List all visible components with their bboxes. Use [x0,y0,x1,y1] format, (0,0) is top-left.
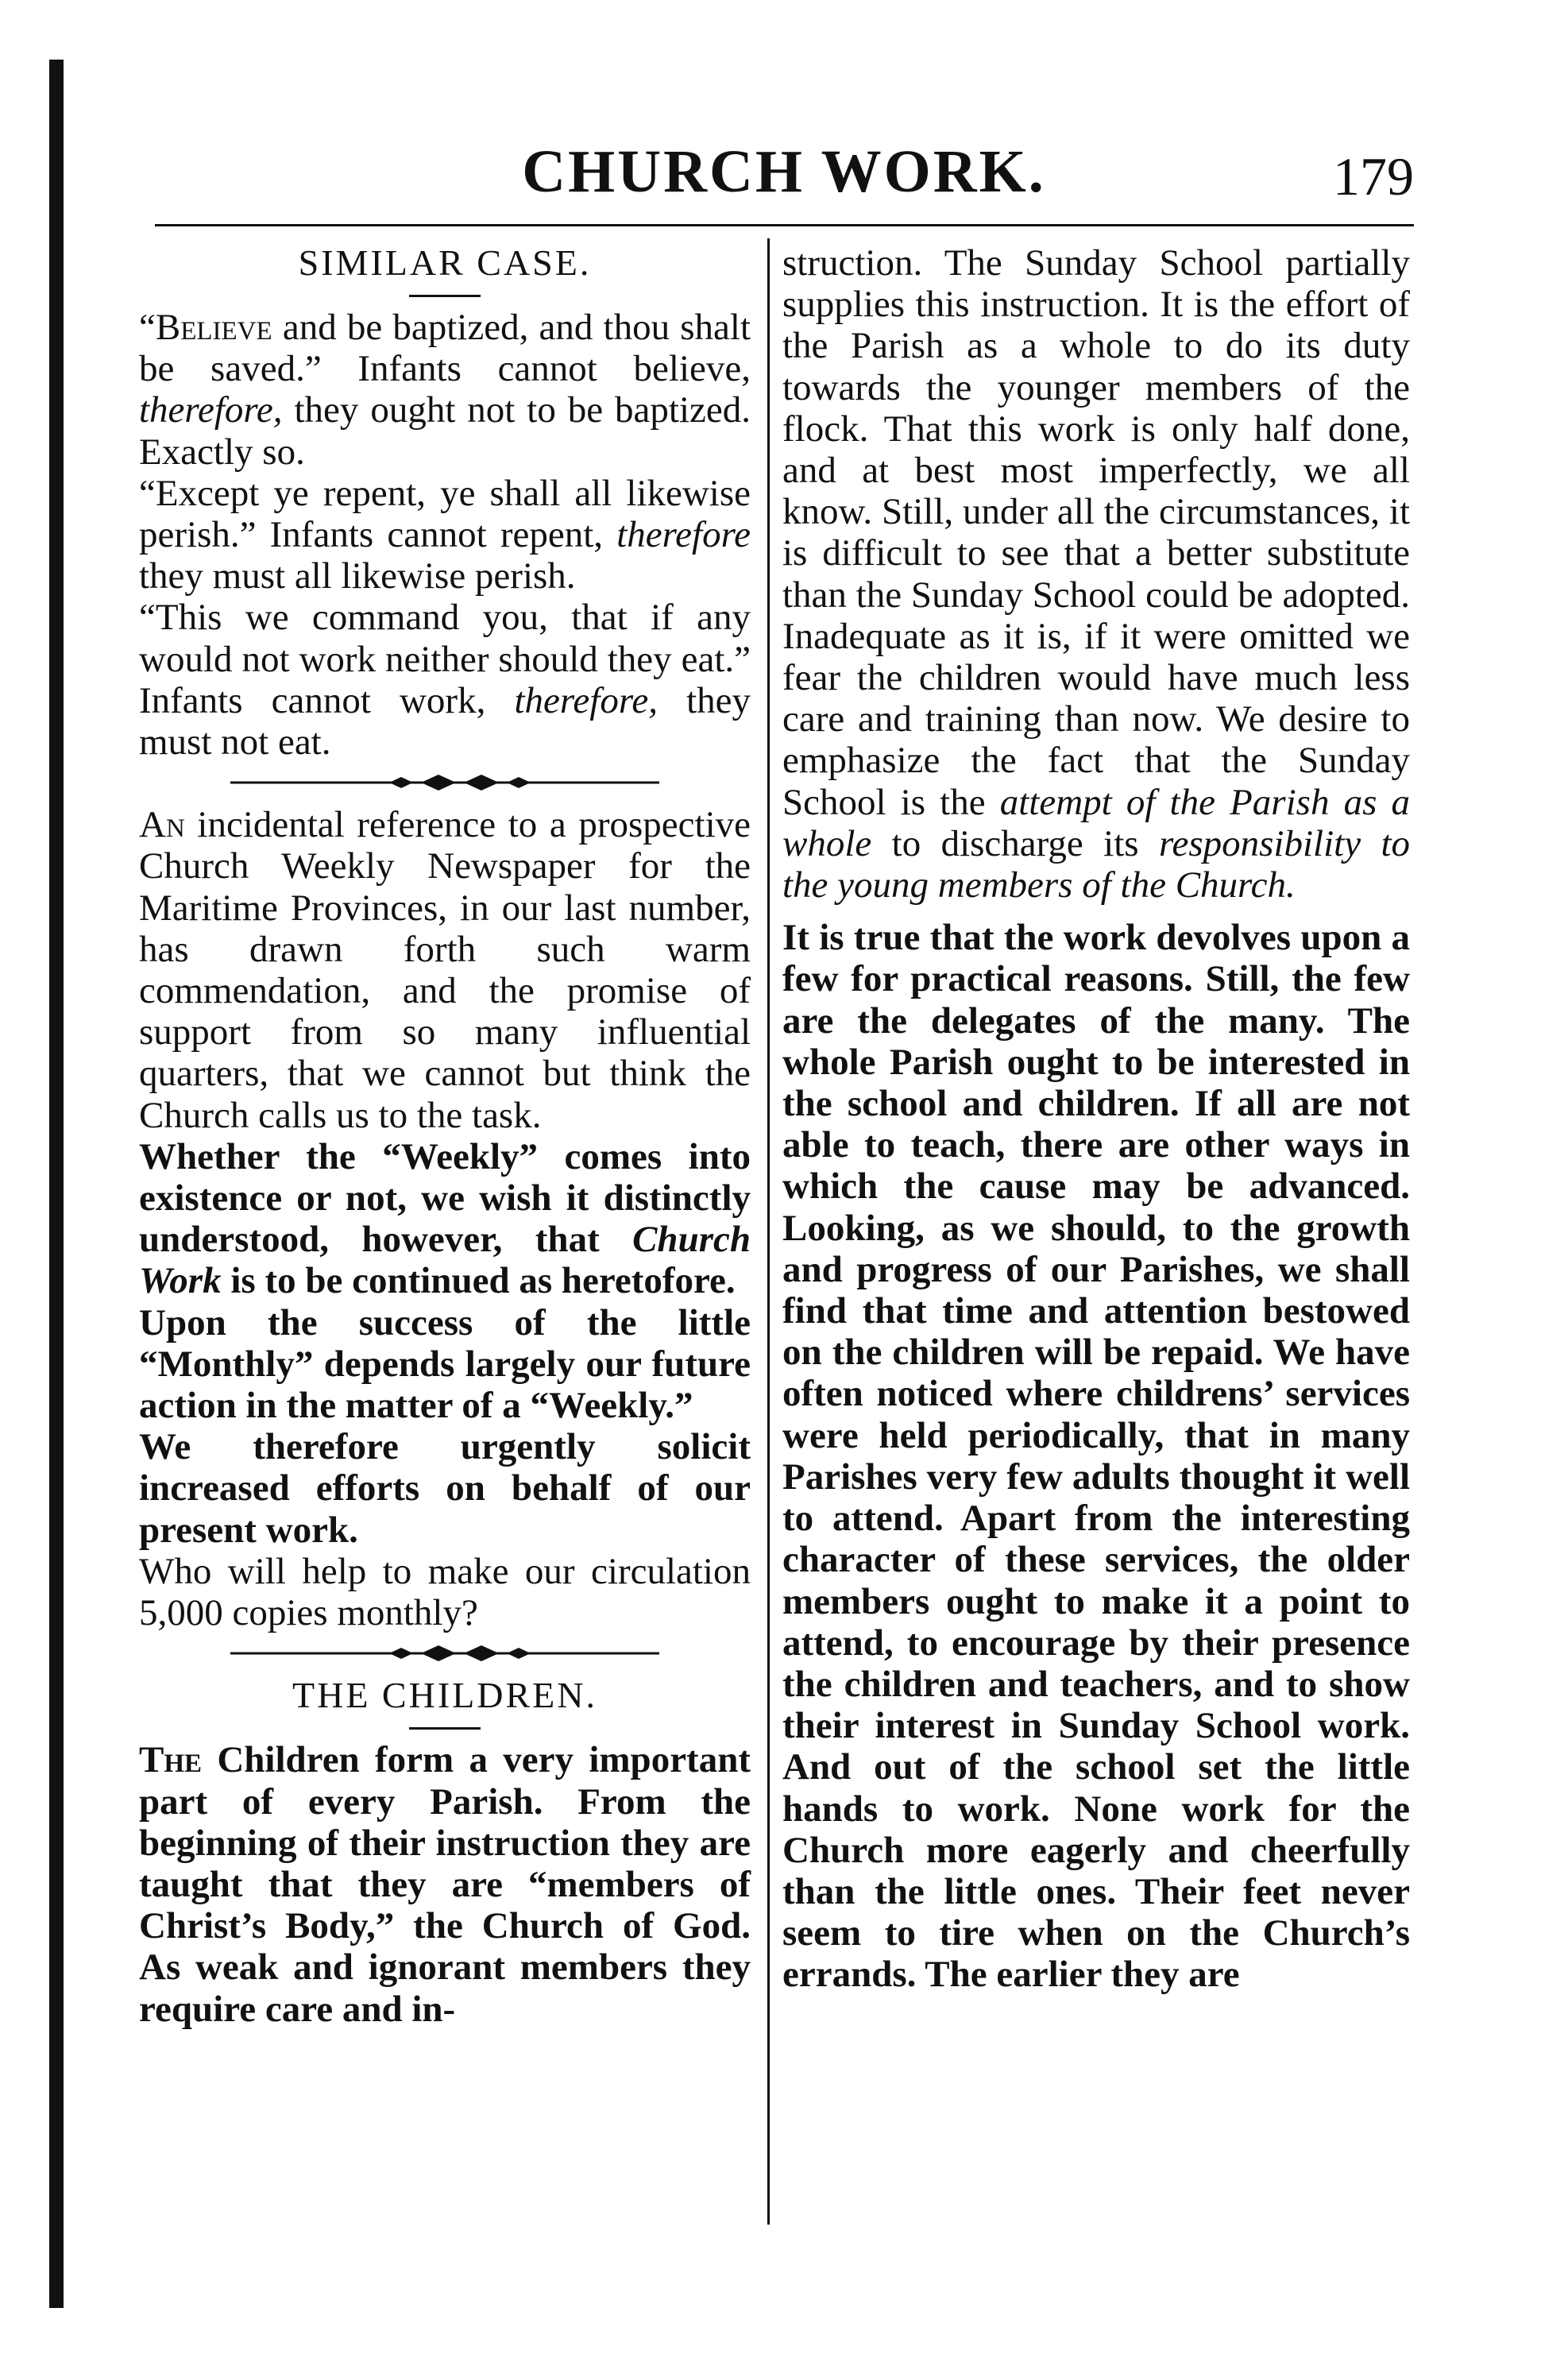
paragraph: struction. The Sunday School partially supplies this instruction. It is the effort of the Parish as a whole to do its duty towards the younger members of the flock. That this work is only half done, and at best most imperfectly, we all know. Still, under all the circumstances, it is difficult to see that a better substitute than the Sunday School could be adopted. Inadequate as it is, if it were omitted we fear the children would have much less care and training than now. We desire to emphasize the fact that the Sunday School is the attempt of the Parish as a whole to discharge its responsibility to the young members of the Church. [782,242,1411,907]
paragraph: Whether the “Weekly” comes into existence or not, we wish it distinctly understood, however, that Church Work is to be continued as heretofore. [139,1135,751,1302]
heading-rule [409,1727,481,1730]
page-number: 179 [1333,146,1414,207]
paragraph: We therefore urgently solicit increased efforts on behalf of our present work. [139,1426,751,1551]
paragraph: An incidental reference to a prospective Church Weekly Newspaper for the Maritime Provinces, in our last number, has drawn forth such warm commendation, and the promise of support from so many influential quarters, that we cannot but think the Church calls us to the task. [139,804,751,1136]
paragraph: “This we command you, that if any would not work neither should they eat.” Infants cannot work, therefore, they must not eat. [139,597,751,763]
left-column [139,242,751,2030]
running-title: CHURCH WORK. [522,138,1046,205]
header-rule [155,224,1414,226]
page-spine-edge [49,60,64,2308]
lead-word: “Believe [139,307,272,348]
paragraph: Upon the success of the little “Monthly” depends largely our future action in the matter of a “Weekly.” [139,1301,751,1427]
heading-rule [409,295,481,297]
section-heading-similar-case: SIMILAR CASE. [298,242,592,283]
paragraph: It is true that the work devolves upon a few for practical reasons. Still, the few are the delegates of the many. The whole Parish ought to be interested in the school and children. If all are not able to teach, there are other ways in which the cause may be advanced. Looking, as we should, to the growth and progress of our Parishes, we shall find that time and attention bestowed on the children will be repaid. We have often noticed where childrens’ services were held periodically, that in many Parishes very few adults thought it well to attend. Apart from the interesting character of these services, the older members ought to make it a point to attend, to encourage by their presence the children and teachers, and to show their interest in Sunday School work. And out of the school set the little hands to work. None work for the Church more eagerly and cheerfully than the little ones. Their feet never seem to tire when on the Church’s errands. The earlier they are [782,917,1410,1996]
right-column [782,242,1410,1996]
paragraph-gap [782,906,1410,917]
paragraph: Who will help to make our circulation 5,000 copies monthly? [139,1550,751,1634]
paragraph: “Except ye repent, ye shall all likewise perish.” Infants cannot repent, therefore they must all likewise perish. [139,472,751,597]
column-divider [767,238,770,2225]
lead-word: The [139,1739,203,1781]
ornament-divider [230,772,659,793]
lead-word: An [139,804,185,846]
paragraph: The Children form a very important part of every Parish. From the beginning of their instruction they are taught that they are “members of Christ’s Body,” the Church of God. As weak and ignorant members they require care and in- [139,1739,751,2030]
paragraph: “Believe and be baptized, and thou shalt be saved.” Infants cannot believe, therefore, they ought not to be baptized. Exactly so. [139,307,751,473]
section-heading-the-children: THE CHILDREN. [292,1675,597,1716]
ornament-divider [230,1643,659,1664]
